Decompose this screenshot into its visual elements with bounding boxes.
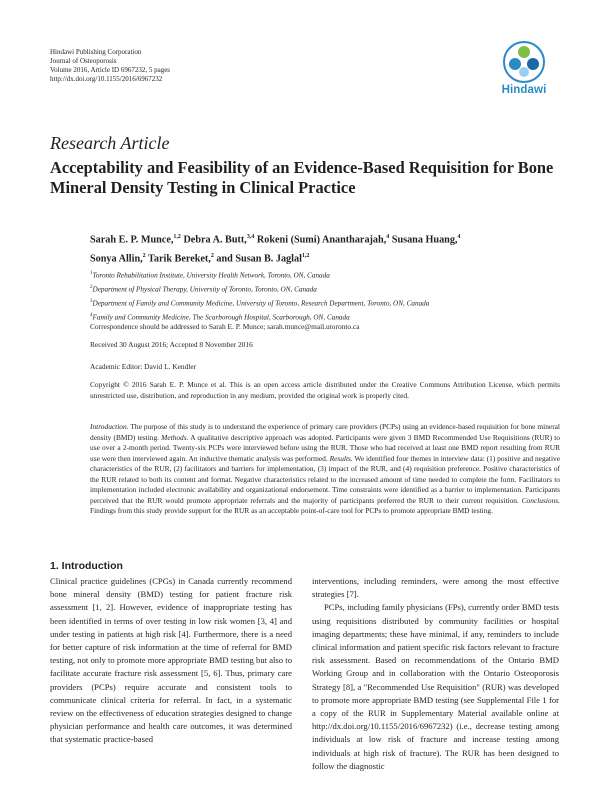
left-column-text: Clinical practice guidelines (CPGs) in Canada currently recommend bone mineral density (BMD) testing for patient fracture risk assessment [1, 2]. However, evidence of inappropriate testing has been identified in terms of over testing in low risk women [3, 4] and under testing in patients at high risk [4]. Furthermore, there is a need for better capture of risk information at the time of referral for BMD testing, not only to promote more appropriate BMD testing but also to facilitate accurate fracture risk assessment [5, 6]. Thus, primary care providers (PCPs) require accurate and consistent tools to communicate clinical criteria for referral. In fact, in a systematic review on the effectiveness of education strategies designed to change physician performance and health care outcomes, it was determined that systematic practice-based [50,576,292,745]
abstract-methods: A qualitative descriptive approach was adopted. Participants were given 3 BMD Recommended Use Requisitions (RUR) to use over a 2-month period. Twenty-six PCPs were interviewed before using the RUR. Those who had received at least one BMD report resulting from RUR use were then interviewed again. An inductive thematic analysis was performed. [90,432,560,463]
abstract-methods-label: Methods. [161,432,189,442]
doi-link[interactable]: http://dx.doi.org/10.1155/2016/6967232 [50,75,163,83]
right-column [312,575,559,773]
author-affil-sup: 1,2 [301,253,310,260]
abstract-conclusions: Findings from this study provide support for the RUR as an acceptable point-of-care tool for PCPs to promote appropriate BMD testing. [90,506,493,515]
affiliation-text: Department of Physical Therapy, University of Toronto, Toronto, ON, Canada [92,285,317,294]
author-name: and Susan B. Jaglal [213,253,302,265]
volume-line: Volume 2016, Article ID 6967232, 5 pages [50,66,171,74]
journal-name: Journal of Osteoporosis [50,57,117,65]
author-name: Tarik Bereket, [145,253,211,265]
author-affil-sup: 2 [210,253,214,260]
author-name: Susana Huang, [389,234,458,246]
abstract-intro-label: Introduction. [90,422,129,431]
hindawi-logo-icon [502,40,546,84]
author-affil-sup: 3,4 [246,234,255,240]
publisher-name: Hindawi Publishing Corporation [50,48,142,56]
article-type: Research Article [50,133,170,153]
right-column-paragraph: interventions, including reminders, were among the most effective strategies [7]. [312,576,559,600]
author-name: Debra A. Butt, [180,234,247,246]
author-affil-sup: 4 [457,234,461,240]
author-name: Rokeni (Sumi) Anantharajah, [254,234,387,246]
author-name: Sonya Allin, [90,253,143,265]
correspondence-line: Correspondence should be addressed to Sarah E. P. Munce; sarah.munce@mail.utoronto.ca [90,322,360,331]
affiliation-number: 2 [90,284,93,290]
affiliation-text: Family and Community Medicine, The Scarborough Hospital, Scarborough, ON, Canada [92,313,350,322]
author-affil-sup: 2 [142,253,146,260]
affiliation-number: 4 [90,312,93,318]
received-accepted-dates: Received 30 August 2016; Accepted 8 November 2016 [90,340,253,349]
academic-editor: Academic Editor: David L. Kendler [90,362,197,371]
affiliation-item [90,296,560,310]
hindawi-logo [492,40,556,96]
affiliation-list [90,268,560,324]
affiliation-text: Department of Family and Community Medicine, University of Toronto, Research Department, Toronto, ON, Canada [92,299,430,308]
affiliation-text: Toronto Rehabilitation Institute, University Health Network, Toronto, ON, Canada [92,271,330,280]
author-affil-sup: 1,2 [173,234,181,240]
copyright-notice: Copyright © 2016 Sarah E. P. Munce et al. This is an open access article distributed under the Creative Commons Attribution License, which permits unrestricted use, distribution, and reproduction in any medium, provided the original work is properly cited. [90,380,560,400]
affiliation-item [90,282,560,296]
abstract-intro: The purpose of this study is to understand the experience of primary care providers (PCPs) using an evidence-based requisition for bone mineral density (BMD) testing. [90,422,560,442]
journal-header [50,48,170,84]
section-heading: 1. Introduction [50,560,123,572]
article-title: Acceptability and Feasibility of an Evidence-Based Requisition for Bone Mineral Density Testing in Clinical Practice [50,158,554,197]
abstract-results-label: Results. [329,453,353,463]
right-column-paragraph: PCPs, including family physicians (FPs), currently order BMD tests using requisitions distributed by community facilities or hospital imaging departments; these have minimal, if any, reminders to include clinical information and patient specific risk factors relevant to fracture risk assessment. Based on recommendations of the Ontario BMD Working Group and in collaboration with the Ontario Osteoporosis Strategy [8], a "Recommended Use Requisition" (RUR) was developed to promote more appropriate BMD testing (see Supplemental File 1 for a copy of the RUR in Supplementary Material available online at http://dx.doi.org/10.1155/2016/6967232) (i.e., decrease testing among individuals at low risk of fracture and increase testing among individuals at high risk of fracture). The RUR has been designed to follow the diagnostic [312,602,559,771]
affiliation-number: 1 [90,271,93,276]
logo-text: Hindawi [501,84,547,96]
affiliation-number: 3 [90,298,93,304]
abstract-results: We identified four themes in interview data: (1) positive and negative characteristics of the RUR, (2) facilitators and barriers for implementation, (3) impact of the RUR, and (4) requisition preference. Positive characteristics of the RUR related to both its content and format. Negative characteristics related to the increased amount of time needed to complete the form. Facilitators to implementation included electronic availability and organizational endorsement. Time constraints were identified as a barrier to implementation. Participants perceived that the RUR would promote appropriate referrals and the majority of participants preferred the RUR to their current requisition. [90,453,560,505]
affiliation-item [90,268,560,282]
abstract-conclusions-label: Conclusions. [521,495,560,505]
author-name: Sarah E. P. Munce, [90,234,174,246]
author-list [90,229,560,268]
author-affil-sup: 4 [386,234,390,240]
abstract [90,422,560,517]
